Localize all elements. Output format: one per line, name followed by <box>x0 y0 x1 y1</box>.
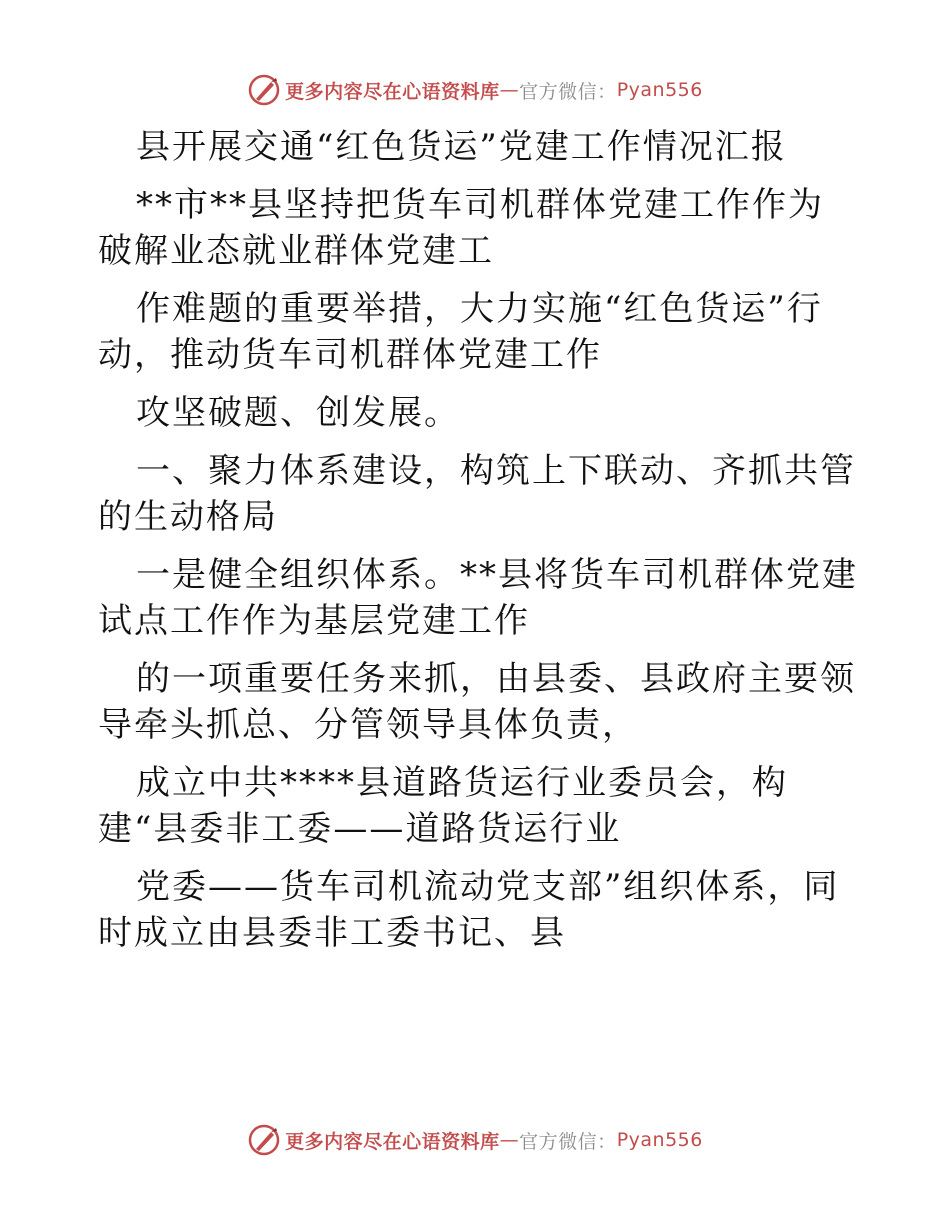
paragraph: 党委——货车司机流动党支部”组织体系，同时成立由县委非工委书记、县 <box>98 867 840 953</box>
paragraph: 攻坚破题、创发展。 <box>136 393 460 433</box>
quill-pen-logo-icon <box>247 73 281 107</box>
section-heading: 一、聚力体系建设，构筑上下联动、齐抓共管的生动格局 <box>98 451 856 537</box>
watermark-wechat-id: Pyan556 <box>616 79 703 101</box>
document-title: 县开展交通“红色货运”党建工作情况汇报 <box>136 127 787 167</box>
paragraph: 一是健全组织体系。**县将货车司机群体党建试点工作作为基层党建工作 <box>98 555 858 641</box>
paragraph: **市**县坚持把货车司机群体党建工作作为破解业态就业群体党建工 <box>98 185 824 271</box>
watermark-separator: — <box>499 1129 520 1151</box>
document-body <box>98 124 858 968</box>
paragraph: 成立中共****县道路货运行业委员会，构建“县委非工委——道路货运行业 <box>98 763 788 849</box>
watermark-footer <box>0 1122 950 1158</box>
watermark-main-text: 更多内容尽在心语资料库 <box>285 1130 500 1153</box>
quill-pen-logo-icon <box>247 1123 281 1157</box>
watermark-wechat-label: 官方微信： <box>519 1130 617 1153</box>
watermark-main-text: 更多内容尽在心语资料库 <box>285 80 500 103</box>
paragraph: 作难题的重要举措，大力实施“红色货运”行动，推动货车司机群体党建工作 <box>98 289 823 375</box>
watermark-wechat-id: Pyan556 <box>616 1129 703 1151</box>
paragraph: 的一项重要任务来抓，由县委、县政府主要领导牵头抓总、分管领导具体负责， <box>98 659 856 745</box>
watermark-header <box>0 72 950 108</box>
watermark-separator: — <box>499 79 520 101</box>
watermark-wechat-label: 官方微信： <box>519 80 617 103</box>
